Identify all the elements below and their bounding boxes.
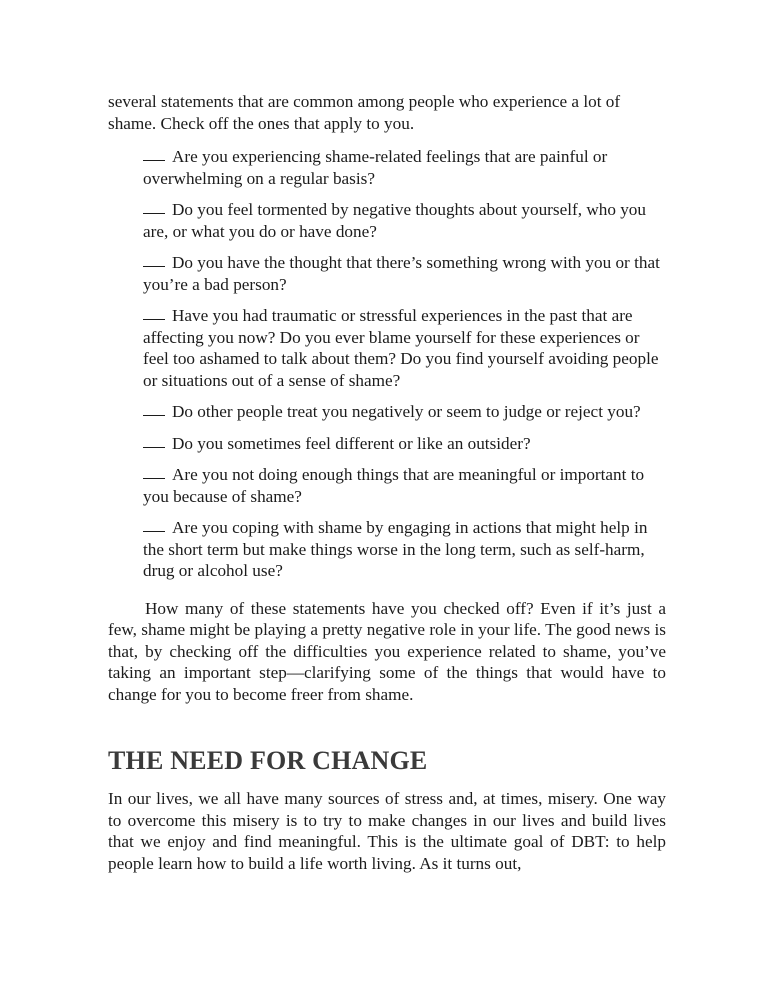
check-blank[interactable] [143, 160, 165, 161]
check-blank[interactable] [143, 415, 165, 416]
checklist-item-text: Are you experiencing shame-related feelings that are painful or overwhelming on a regular basis? [143, 147, 608, 188]
checklist-item-text: Do other people treat you negatively or seem to judge or reject you? [172, 402, 641, 421]
summary-paragraph: How many of these statements have you checked off? Even if it’s just a few, shame might be playing a pretty negative role in your life. The good news is that, by checking off the difficulties you experience related to shame, you’ve taking an important step—clarifying some of the things that would have to change for you to become freer from shame. [108, 598, 666, 704]
check-blank[interactable] [143, 213, 165, 214]
checklist-item-text: Are you coping with shame by engaging in actions that might help in the short term but make things worse in the long term, such as self-harm, drug or alcohol use? [143, 518, 648, 580]
intro-paragraph: several statements that are common among people who experience a lot of shame. Check off the ones that apply to you. [108, 92, 621, 133]
section-body-paragraph: In our lives, we all have many sources of stress and, at times, misery. One way to overcome this misery is to try to make changes in our lives and build lives that we enjoy and find meaningful. This is the ultimate goal of DBT: to help people learn how to build a life worth living. As it turns out, [108, 789, 666, 873]
checklist-item [143, 199, 666, 242]
check-blank[interactable] [143, 319, 165, 320]
shame-checklist [143, 146, 666, 582]
section-heading: THE NEED FOR CHANGE [108, 746, 428, 775]
checklist-item-text: Are you not doing enough things that are meaningful or important to you because of shame? [143, 465, 645, 506]
checklist-item [143, 517, 666, 582]
checklist-item [143, 433, 666, 455]
checklist-item [143, 464, 666, 507]
check-blank[interactable] [143, 447, 165, 448]
checklist-item [143, 146, 666, 189]
check-blank[interactable] [143, 531, 165, 532]
checklist-item [143, 305, 666, 391]
checklist-item [143, 401, 666, 423]
check-blank[interactable] [143, 266, 165, 267]
checklist-item-text: Have you had traumatic or stressful experiences in the past that are affecting you now? Do you ever blame yourself for these experiences or feel too ashamed to talk about them? Do you find yourself avoiding people or situations out of a sense of shame? [143, 306, 659, 390]
checklist-item-text: Do you sometimes feel different or like an outsider? [172, 433, 531, 453]
check-blank[interactable] [143, 478, 165, 479]
page-content [108, 91, 666, 874]
checklist-item [143, 252, 666, 295]
checklist-item-text: Do you have the thought that there’s something wrong with you or that you’re a bad person? [143, 253, 660, 294]
checklist-item-text: Do you feel tormented by negative thoughts about yourself, who you are, or what you do or have done? [143, 200, 646, 241]
